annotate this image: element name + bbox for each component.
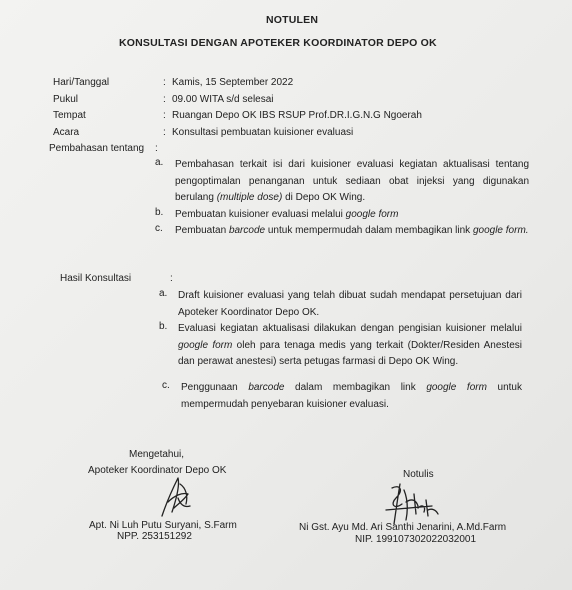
info-label-place: Tempat — [53, 110, 86, 121]
sig-right-line1: Notulis — [403, 469, 434, 480]
document-title: NOTULEN — [266, 14, 319, 26]
sig-left-name: Apt. Ni Luh Putu Suryani, S.Farm — [89, 520, 237, 531]
info-colon: : — [163, 110, 166, 121]
info-colon: : — [163, 77, 166, 88]
sig-left-line2: Apoteker Koordinator Depo OK — [88, 465, 227, 476]
info-colon: : — [163, 127, 166, 138]
discussion-item-b: Pembuatan kuisioner evaluasi melalui google form — [175, 209, 399, 220]
info-label-event: Acara — [53, 127, 80, 138]
discussion-item-a: Pembahasan terkait isi dari kuisioner evaluasi kegiatan aktualisasi tentang pengoptimalan penanganan untuk sediaan obat injeksi yang digunakan berulang (multiple dose) di Depo OK Wing. — [175, 159, 529, 203]
handwritten-signature-left — [150, 474, 200, 518]
results-colon: : — [170, 273, 173, 284]
info-value-event: Konsultasi pembuatan kuisioner evaluasi — [172, 127, 354, 138]
document-subtitle: KONSULTASI DENGAN APOTEKER KOORDINATOR DEPO OK — [119, 37, 437, 49]
sig-right-nip: NIP. 199107302022032001 — [355, 534, 477, 545]
discussion-colon: : — [155, 143, 158, 154]
info-value-place: Ruangan Depo OK IBS RSUP Prof.DR.I.G.N.G Ngoerah — [172, 110, 422, 121]
discussion-marker-c: c. — [155, 223, 163, 234]
info-colon: : — [163, 94, 166, 105]
results-marker-c: c. — [162, 380, 170, 391]
results-item-b: Evaluasi kegiatan aktualisasi dilakukan dengan pengisian kuisioner melalui google form oleh para tenaga medis yang terkait (Dokter/Residen Anestesi dan perawat anestesi) serta petugas farmasi di Depo OK Wing. — [178, 323, 522, 367]
results-item-c: Penggunaan barcode dalam membagikan link google form untuk mempermudah penyebaran kuisioner evaluasi. — [181, 382, 522, 410]
sig-left-line1: Mengetahui, — [129, 449, 185, 460]
discussion-marker-a: a. — [155, 157, 164, 168]
results-item-a: Draft kuisioner evaluasi yang telah dibuat sudah mendapat persetujuan dari Apoteker Koordinator Depo OK. — [178, 290, 522, 318]
info-value-time: 09.00 WITA s/d selesai — [172, 94, 274, 105]
sig-left-nip: NPP. 253151292 — [117, 531, 192, 542]
handwritten-signature-right — [378, 480, 442, 526]
discussion-item-c: Pembuatan barcode untuk mempermudah dalam membagikan link google form. — [175, 225, 529, 236]
info-label-date: Hari/Tanggal — [53, 77, 110, 88]
discussion-label: Pembahasan tentang — [49, 143, 145, 154]
results-marker-a: a. — [159, 288, 168, 299]
sig-right-name: Ni Gst. Ayu Md. Ari Santhi Jenarini, A.Md.Farm — [299, 522, 507, 533]
info-value-date: Kamis, 15 September 2022 — [172, 77, 294, 88]
info-label-time: Pukul — [53, 94, 79, 105]
discussion-marker-b: b. — [155, 207, 164, 218]
results-marker-b: b. — [159, 321, 168, 332]
results-label: Hasil Konsultasi — [60, 273, 132, 284]
